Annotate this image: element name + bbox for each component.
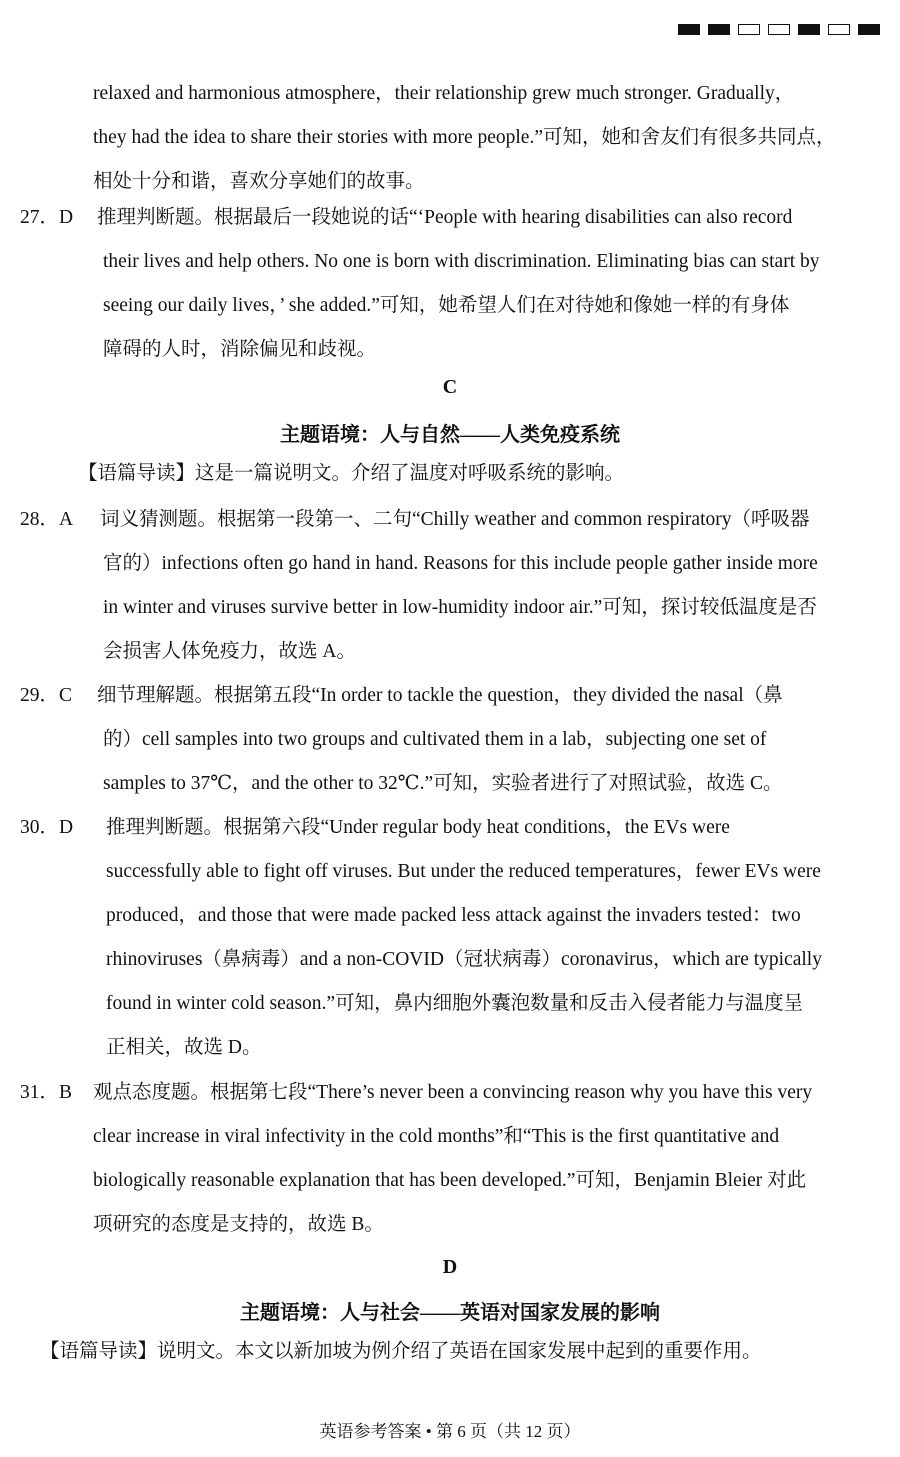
q31-line: 项研究的态度是支持的，故选 B。: [93, 1214, 384, 1235]
header-mark: [678, 24, 700, 35]
q27-line: their lives and help others. No one is born with discrimination. Eliminating bias can start by: [103, 251, 820, 272]
header-mark: [738, 24, 760, 35]
q27-number: 27．D: [20, 207, 74, 228]
q29-explanation: [97, 674, 880, 806]
q30-explanation: [106, 806, 880, 1070]
q28-number: 28．A: [20, 509, 74, 530]
section-c-guide: 【语篇导读】这是一篇说明文。介绍了温度对呼吸系统的影响。: [78, 463, 625, 484]
q28-line: in winter and viruses survive better in low-humidity indoor air.”可知，探讨较低温度是否: [103, 597, 817, 618]
intro-line: relaxed and harmonious atmosphere，their relationship grew much stronger. Gradually，: [93, 83, 795, 104]
q31-line: biologically reasonable explanation that has been developed.”可知，Benjamin Bleier 对此: [93, 1170, 807, 1191]
q30-line: 正相关，故选 D。: [106, 1037, 262, 1058]
q27-line: 推理判断题。根据最后一段她说的话“‘People with hearing disabilities can also record: [97, 207, 793, 228]
intro-line: they had the idea to share their stories with more people.”可知，她和舍友们有很多共同点，: [93, 127, 836, 148]
q31-line: clear increase in viral infectivity in the cold months”和“This is the first quantitative and: [93, 1126, 780, 1147]
q30-line: 推理判断题。根据第六段“Under regular body heat conditions，the EVs were: [106, 817, 730, 838]
q30-number: 30．D: [20, 817, 74, 838]
q30-line: rhinoviruses（鼻病毒）and a non-COVID（冠状病毒）coronavirus，which are typically: [106, 949, 822, 970]
header-mark: [798, 24, 820, 35]
q29-line: samples to 37℃，and the other to 32℃.”可知，实验者进行了对照试验，故选 C。: [103, 773, 783, 794]
q30-line: found in winter cold season.”可知，鼻内细胞外囊泡数量和反击入侵者能力与温度呈: [106, 993, 804, 1014]
q29-line: 细节理解题。根据第五段“In order to tackle the question，they divided the nasal（鼻: [97, 685, 783, 706]
q27-explanation: [97, 196, 880, 372]
intro-line: 相处十分和谐，喜欢分享她们的故事。: [93, 171, 425, 192]
section-c-letter: C: [442, 376, 458, 398]
q30-line: successfully able to fight off viruses. But under the reduced temperatures，fewer EVs were: [106, 861, 821, 882]
section-d-theme: 主题语境：人与社会——英语对国家发展的影响: [240, 1302, 660, 1324]
q31-number: 31．B: [20, 1082, 73, 1103]
header-mark: [858, 24, 880, 35]
q31-explanation: [93, 1071, 880, 1247]
section-c-theme: 主题语境：人与自然——人类免疫系统: [280, 424, 620, 446]
q29-number: 29．C: [20, 685, 73, 706]
page-footer: 英语参考答案 • 第 6 页（共 12 页）: [319, 1422, 581, 1441]
header-mark: [768, 24, 790, 35]
q30-line: produced，and those that were made packed less attack against the invaders tested：two: [106, 905, 801, 926]
header-mark: [828, 24, 850, 35]
q28-line: 官的）infections often go hand in hand. Reasons for this include people gather inside more: [103, 553, 818, 574]
q29-line: 的）cell samples into two groups and cultivated them in a lab，subjecting one set of: [103, 729, 767, 750]
intro-paragraph: [93, 72, 880, 204]
section-d-letter: D: [442, 1256, 458, 1278]
q31-line: 观点态度题。根据第七段“There’s never been a convincing reason why you have this very: [93, 1082, 813, 1103]
q28-explanation: [100, 498, 880, 674]
q28-line: 会损害人体免疫力，故选 A。: [103, 641, 356, 662]
q28-line: 词义猜测题。根据第一段第一、二句“Chilly weather and common respiratory（呼吸器: [100, 509, 810, 530]
header-mark: [708, 24, 730, 35]
section-d-guide: 【语篇导读】说明文。本文以新加坡为例介绍了英语在国家发展中起到的重要作用。: [40, 1341, 762, 1362]
q27-line: 障碍的人时，消除偏见和歧视。: [103, 339, 377, 360]
header-marks: [678, 24, 880, 35]
q27-line: seeing our daily lives，’ she added.”可知，她希望人们在对待她和像她一样的有身体: [103, 295, 790, 316]
